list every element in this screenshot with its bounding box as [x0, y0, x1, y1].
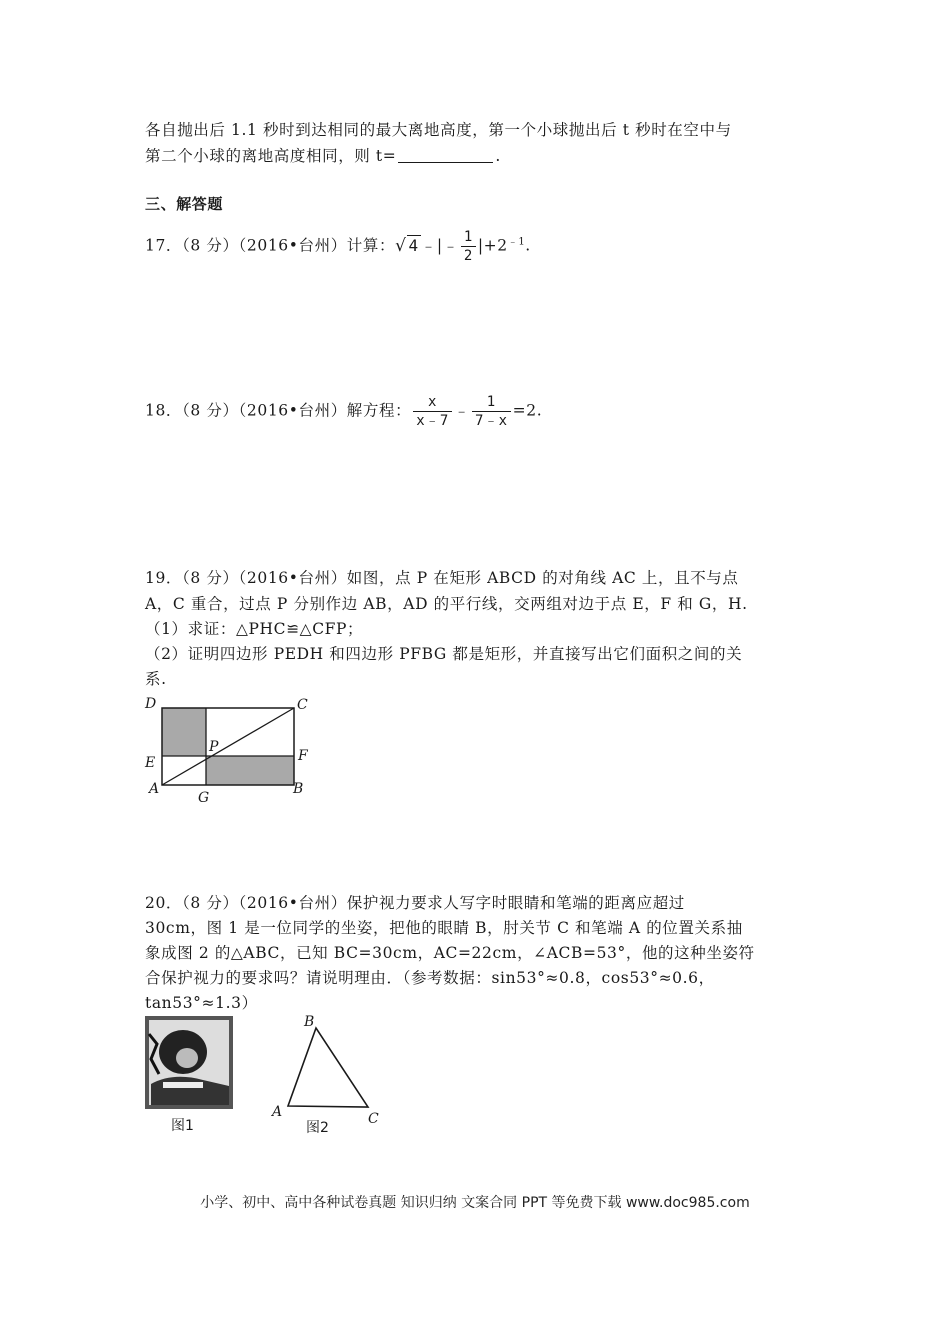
rectangle-figure [140, 694, 320, 806]
triangle-abc [288, 1028, 368, 1107]
sqrt-symbol: √ 4 [395, 235, 419, 256]
label-c: C [297, 697, 308, 713]
q18-minus: ﹣ [453, 401, 470, 420]
q19-line-2: A，C 重合，过点 P 分别作边 AB，AD 的平行线，交两组对边于点 E，F 和 G，H. [145, 595, 748, 613]
prev-question-line-1: 各自抛出后 1.1 秒时到达相同的最大离地高度，第一个小球抛出后 t 秒时在空中与 [145, 121, 732, 139]
q18-fraction-2 [472, 393, 511, 430]
q18-frac1-num: x [413, 393, 452, 412]
q17-frac-den: 2 [463, 248, 473, 264]
label-a: A [149, 781, 160, 797]
q19-line-1: 19．（8 分）（2016•台州）如图，点 P 在矩形 ABCD 的对角线 AC 上，且不与点 [145, 569, 739, 587]
q17-fraction [461, 228, 476, 265]
q19-line-3: （1）求证：△PHC≌△CFP； [145, 620, 364, 638]
label-b: B [293, 781, 304, 797]
sqrt-radicand: 4 [408, 235, 419, 255]
label-f: F [298, 748, 308, 764]
q17-end: . [525, 236, 531, 255]
answer-blank [398, 148, 493, 163]
label-g: G [198, 790, 210, 806]
figure-1-caption: 图1 [171, 1118, 194, 1134]
prev-question-end: . [495, 147, 501, 165]
question-18 [145, 393, 542, 430]
q17-tail: |+2 [477, 236, 508, 255]
q18-prefix: 18．（8 分）（2016•台州）解方程： [145, 401, 412, 420]
label-c: C [368, 1111, 379, 1127]
label-b: B [304, 1014, 315, 1030]
question-17 [145, 228, 531, 265]
q17-prefix: 17．（8 分）（2016•台州）计算： [145, 236, 396, 255]
label-p: P [209, 739, 219, 755]
student-face [176, 1048, 198, 1068]
prev-question-line-2 [145, 144, 501, 166]
prev-question-text: 第二个小球的离地高度相同，则 t= [145, 147, 397, 165]
q17-frac-num: 1 [461, 228, 476, 247]
desk-paper [163, 1082, 203, 1088]
q18-frac2-den: 7﹣x [474, 413, 508, 429]
q19-line-4: （2）证明四边形 PEDH 和四边形 PFBG 都是矩形，并直接写出它们面积之间的关 [145, 645, 743, 663]
label-e: E [145, 755, 156, 771]
q20-line-2: 30cm，图 1 是一位同学的坐姿，把他的眼睛 B，肘关节 C 和笔端 A 的位置关系抽 [145, 919, 743, 937]
q20-line-3: 象成图 2 的△ABC，已知 BC=30cm，AC=22cm，∠ACB=53°，他的这种坐姿符 [145, 944, 755, 962]
label-d: D [145, 696, 157, 712]
figure-2-caption: 图2 [306, 1120, 329, 1136]
q20-line-4: 合保护视力的要求吗？请说明理由．（参考数据：sin53°≈0.8，cos53°≈0.6， [145, 969, 715, 987]
shaded-rect-pedh [162, 708, 206, 756]
label-a: A [272, 1104, 283, 1120]
q17-minus-abs: ﹣|﹣ [420, 236, 459, 255]
q19-line-5: 系. [145, 670, 167, 688]
q18-frac2-num: 1 [472, 393, 511, 412]
q18-frac1-den: x﹣7 [416, 413, 449, 429]
shaded-rect-pfbg [206, 756, 294, 785]
q18-fraction-1 [413, 393, 452, 430]
section-title: 三、解答题 [145, 195, 224, 213]
figure-2-triangle [268, 1010, 388, 1140]
q20-line-1: 20．（8 分）（2016•台州）保护视力要求人写字时眼睛和笔端的距离应超过 [145, 894, 685, 912]
q17-exponent: ﹣1 [507, 236, 526, 248]
q20-line-5: tan53°≈1.3） [145, 994, 258, 1012]
page-footer: 小学、初中、高中各种试卷真题 知识归纳 文案合同 PPT 等免费下载 www.doc985.com [200, 1195, 750, 1211]
q18-tail: =2. [512, 401, 543, 420]
figure-1-photo [143, 1014, 238, 1136]
